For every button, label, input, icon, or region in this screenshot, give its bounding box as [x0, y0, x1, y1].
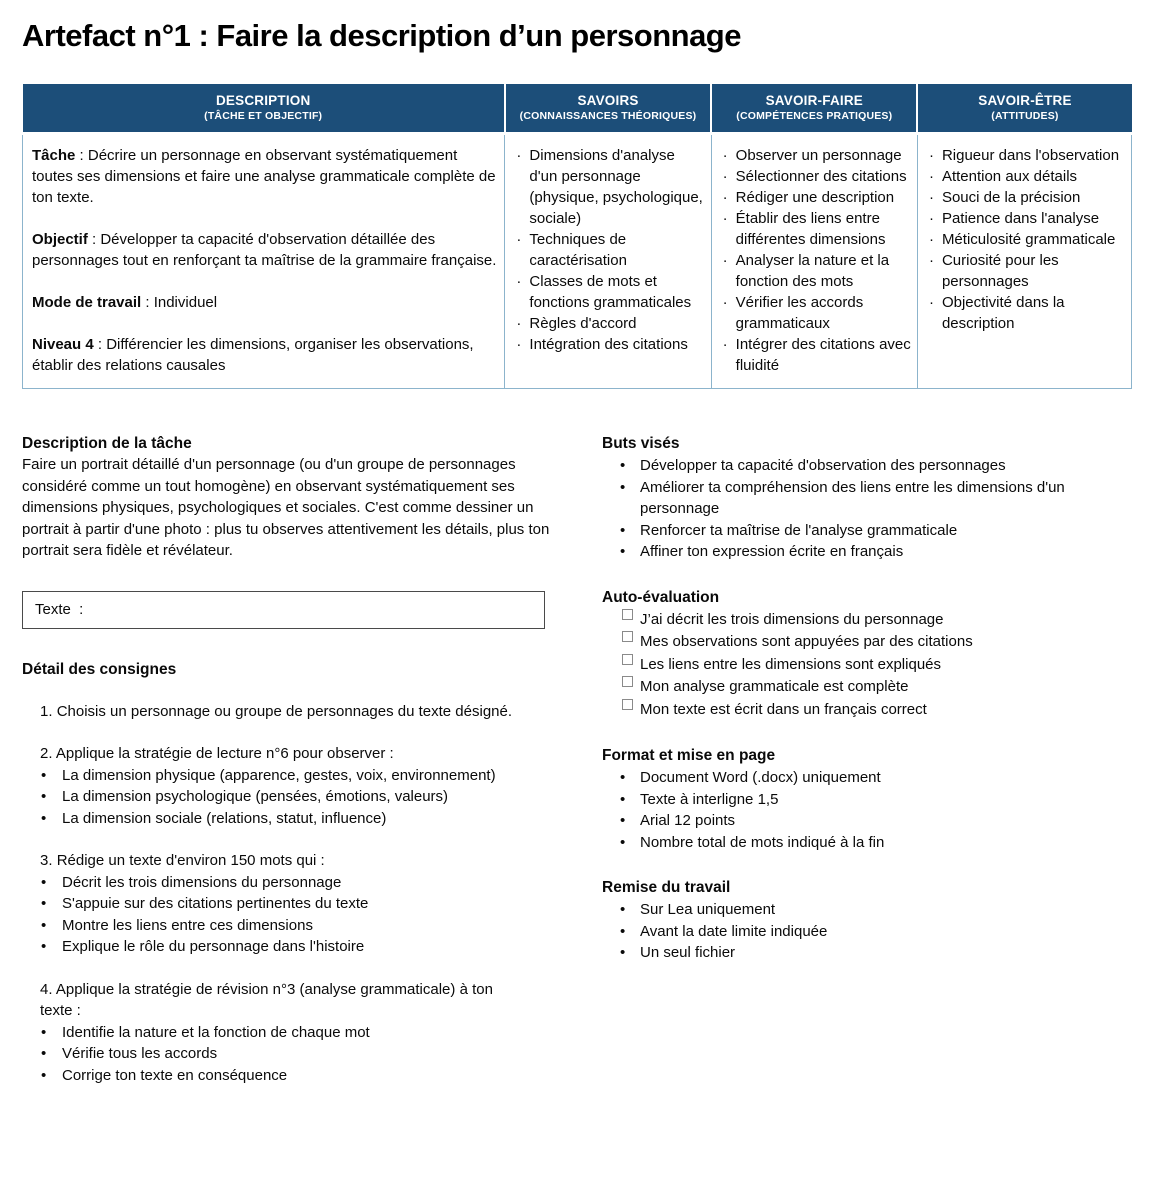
col-header-savoir-faire — [711, 84, 917, 134]
checkbox-item — [602, 609, 1132, 632]
col-header-subtitle: (CONNAISSANCES THÉORIQUES) — [519, 110, 697, 122]
list-item: • Texte à interligne 1,5 — [602, 789, 1132, 811]
format-list — [602, 767, 1132, 853]
consigne-text — [22, 979, 522, 1022]
competency-table — [22, 84, 1132, 389]
col-header-description — [23, 84, 505, 134]
desc-label: Mode de travail — [32, 294, 142, 311]
list-item: · Analyser la nature et la fonction des mots — [721, 250, 911, 292]
list-item: · Intégration des citations — [514, 334, 704, 355]
desc-text: : Différencier les dimensions, organiser les observations, établir des relations causales — [32, 336, 474, 374]
list-item: · Règles d'accord — [514, 313, 704, 334]
left-column — [22, 433, 562, 1086]
list-item: • Identifie la nature et la fonction de chaque mot — [22, 1022, 562, 1044]
list-item: · Rédiger une description — [721, 187, 911, 208]
right-column — [602, 433, 1132, 1086]
description-heading: Description de la tâche — [22, 435, 192, 452]
list-item: · Dimensions d'analyse d'un personnage (physique, psychologique, sociale) — [514, 145, 704, 229]
checkbox-label: Mon texte est écrit dans un français correct — [640, 700, 927, 718]
desc-label: Objectif — [32, 231, 88, 248]
col-header-title: SAVOIR-FAIRE — [765, 93, 864, 108]
consigne-item-3 — [22, 850, 562, 958]
remise-list — [602, 899, 1132, 964]
list-item: · Patience dans l'analyse — [927, 208, 1125, 229]
list-item: • Corrige ton texte en conséquence — [22, 1065, 562, 1087]
list-item: · Méticulosité grammaticale — [927, 229, 1125, 250]
list-item: • Améliorer ta compréhension des liens entre les dimensions d'un personnage — [602, 477, 1132, 520]
list-item: · Sélectionner des citations — [721, 166, 911, 187]
consigne-number: 2. — [40, 745, 53, 762]
checkbox-icon[interactable] — [622, 631, 633, 642]
auto-evaluation-list — [602, 609, 1132, 722]
cell-savoir-etre — [917, 134, 1131, 389]
checkbox-item — [602, 699, 1132, 722]
consigne-number: 1. — [40, 702, 53, 720]
consigne-text — [22, 850, 522, 872]
list-item: • Avant la date limite indiquée — [602, 921, 1132, 943]
section-heading: Remise du travail — [602, 879, 731, 896]
list-item: · Techniques de caractérisation — [514, 229, 704, 271]
list-item: · Établir des liens entre différentes dimensions — [721, 208, 911, 250]
col-header-subtitle: (COMPÉTENCES PRATIQUES) — [736, 110, 893, 122]
checkbox-label: Mes observations sont appuyées par des citations — [640, 633, 973, 650]
list-item: • Explique le rôle du personnage dans l'histoire — [22, 936, 562, 958]
checkbox-label: Mon analyse grammaticale est complète — [640, 678, 909, 695]
consigne-body: Rédige un texte d'environ 150 mots qui : — [56, 852, 325, 869]
savoir-faire-list — [721, 145, 911, 376]
description-paragraph: Faire un portrait détaillé d'un personnage (ou d'un groupe de personnages considéré comme un tout homogène) en observant systématiquement ses dimensions physiques, psychologiques et sociales. C'est comme dessiner un portrait à partir d'une photo : plus tu observes attentivement les détails, plus ton portrait sera fidèle et révélateur. — [22, 456, 550, 559]
section-format — [602, 745, 1132, 853]
checkbox-icon[interactable] — [622, 676, 633, 687]
texte-field-label: Texte : — [35, 601, 84, 618]
checkbox-icon[interactable] — [622, 699, 633, 710]
desc-label: Niveau 4 — [32, 336, 94, 353]
list-item: • La dimension physique (apparence, gestes, voix, environnement) — [22, 765, 562, 787]
desc-text: : Décrire un personnage en observant systématiquement toutes ses dimensions et faire une analyse grammaticale complète de ton texte. — [32, 147, 496, 206]
texte-field[interactable] — [22, 591, 545, 629]
list-item: • Développer ta capacité d'observation des personnages — [602, 455, 1132, 477]
list-item: · Objectivité dans la description — [927, 292, 1125, 334]
list-item: · Intégrer des citations avec fluidité — [721, 334, 911, 376]
consigne-bullets — [22, 872, 562, 958]
list-item: • Arial 12 points — [602, 810, 1132, 832]
consigne-text — [22, 701, 522, 723]
checkbox-item — [602, 654, 1132, 677]
col-header-savoir-etre — [917, 84, 1131, 134]
checkbox-label: Les liens entre les dimensions sont expliqués — [640, 655, 942, 673]
consigne-bullets — [22, 765, 562, 830]
desc-niveau — [32, 334, 498, 376]
cell-savoirs — [505, 134, 711, 389]
page-title: Artefact n°1 : Faire la description d’un personnage — [22, 18, 741, 53]
section-heading: Auto-évaluation — [602, 588, 720, 606]
checkbox-item — [602, 631, 1132, 654]
savoirs-list — [514, 145, 704, 355]
list-item: • Affiner ton expression écrite en français — [602, 541, 1132, 563]
table-header-row — [23, 84, 1132, 134]
desc-label: Tâche — [32, 147, 76, 164]
desc-objectif — [32, 229, 498, 271]
section-remise — [602, 877, 1132, 964]
col-header-savoirs — [505, 84, 711, 134]
consigne-body: Applique la stratégie de lecture n°6 pour observer : — [55, 745, 394, 762]
list-item: • Renforcer ta maîtrise de l'analyse grammaticale — [602, 520, 1132, 542]
checkbox-item — [602, 676, 1132, 699]
list-item: • S'appuie sur des citations pertinentes du texte — [22, 893, 562, 915]
list-item: · Vérifier les accords grammaticaux — [721, 292, 911, 334]
table-body-row — [23, 134, 1132, 389]
section-heading: Buts visés — [602, 435, 680, 452]
savoir-etre-list — [927, 145, 1125, 334]
col-header-title: SAVOIR-ÊTRE — [978, 93, 1072, 108]
list-item: • La dimension psychologique (pensées, émotions, valeurs) — [22, 786, 562, 808]
col-header-subtitle: (TÂCHE ET OBJECTIF) — [204, 110, 323, 122]
desc-text: : Individuel — [141, 294, 218, 311]
consigne-item-2 — [22, 743, 562, 829]
list-item: • Vérifie tous les accords — [22, 1043, 562, 1065]
section-auto-evaluation — [602, 587, 1132, 722]
buts-list — [602, 455, 1132, 563]
cell-description — [23, 134, 505, 389]
consigne-text — [22, 743, 522, 765]
desc-text: : Développer ta capacité d'observation détaillée des personnages tout en renforçant ta maîtrise de la grammaire française. — [32, 231, 497, 269]
list-item: • Document Word (.docx) uniquement — [602, 767, 1132, 789]
section-heading: Format et mise en page — [602, 747, 776, 764]
list-item: • Un seul fichier — [602, 942, 1132, 964]
consigne-body: Applique la stratégie de révision n°3 (analyse grammaticale) à ton texte : — [40, 980, 493, 1019]
list-item: · Souci de la précision — [927, 187, 1125, 208]
list-item: • La dimension sociale (relations, statut, influence) — [22, 808, 562, 830]
col-header-subtitle: (ATTITUDES) — [991, 110, 1059, 122]
list-item: · Observer un personnage — [721, 145, 911, 166]
consigne-bullets — [22, 1022, 562, 1087]
list-item: • Sur Lea uniquement — [602, 899, 1132, 921]
consigne-body: Choisis un personnage ou groupe de personnages du texte désigné. — [56, 702, 513, 720]
list-item: • Montre les liens entre ces dimensions — [22, 915, 562, 937]
consigne-item-4 — [22, 979, 562, 1087]
list-item: · Attention aux détails — [927, 166, 1125, 187]
consigne-item-1 — [22, 701, 562, 723]
list-item: · Classes de mots et fonctions grammaticales — [514, 271, 704, 313]
section-buts-vises — [602, 433, 1132, 563]
list-item: · Rigueur dans l'observation — [927, 145, 1125, 166]
checkbox-icon[interactable] — [622, 654, 633, 665]
list-item: · Curiosité pour les personnages — [927, 250, 1125, 292]
col-header-title: DESCRIPTION — [215, 93, 311, 108]
list-item: • Nombre total de mots indiqué à la fin — [602, 832, 1132, 854]
checkbox-label: J’ai décrit les trois dimensions du personnage — [640, 610, 944, 628]
consigne-number: 4. — [40, 980, 53, 998]
col-header-title: SAVOIRS — [577, 93, 639, 108]
consigne-number: 3. — [40, 852, 53, 869]
desc-tache — [32, 145, 498, 208]
list-item: • Décrit les trois dimensions du personnage — [22, 872, 562, 894]
desc-mode-travail — [32, 292, 498, 313]
cell-savoir-faire — [711, 134, 917, 389]
checkbox-icon[interactable] — [622, 609, 633, 620]
consignes-heading: Détail des consignes — [22, 660, 177, 678]
